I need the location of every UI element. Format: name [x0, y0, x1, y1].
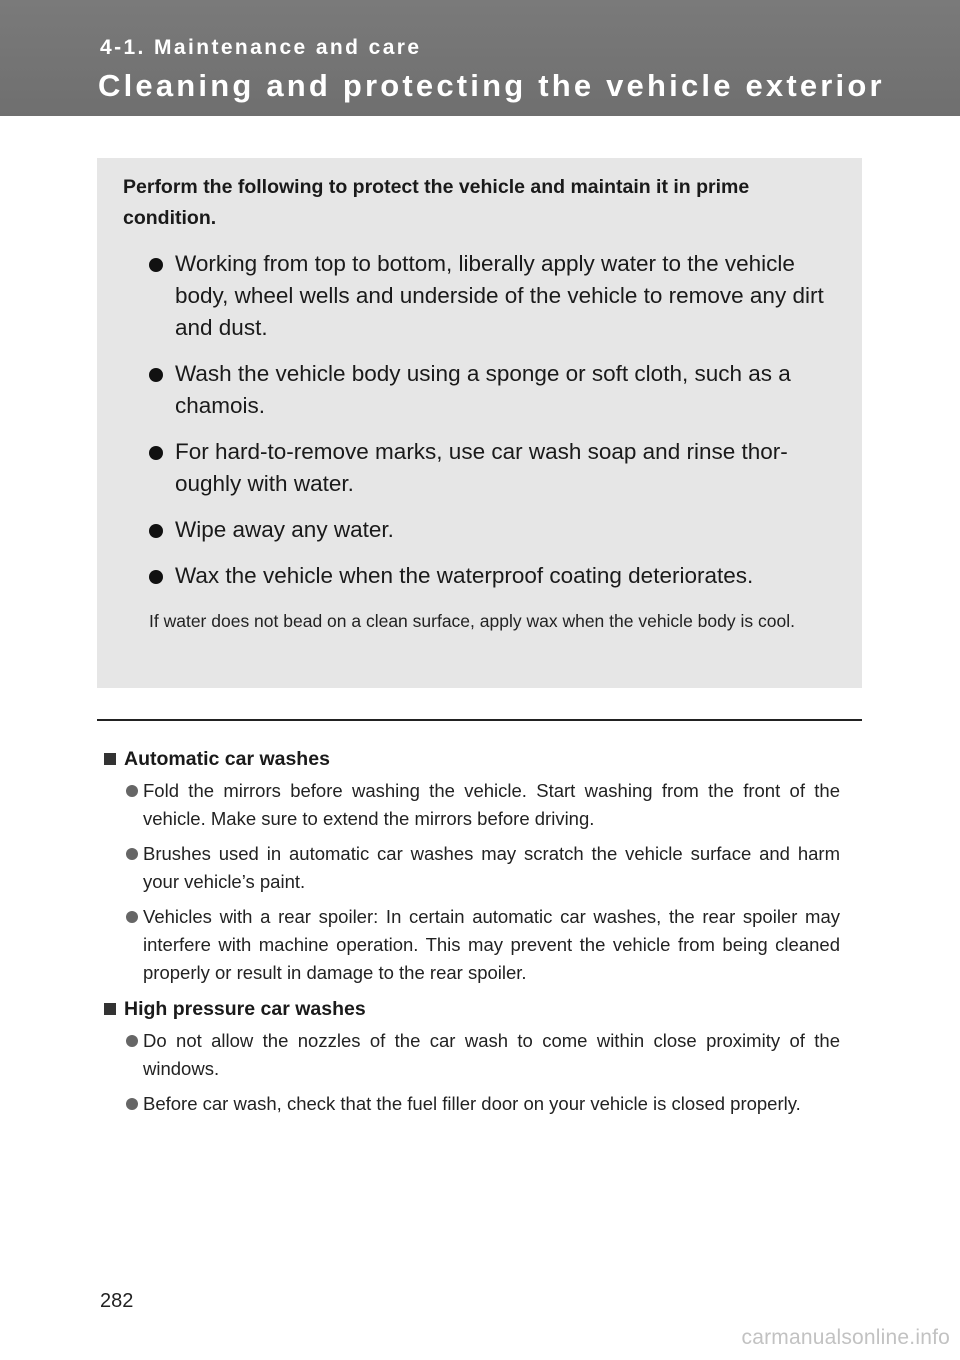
page-title: Cleaning and protecting the vehicle exterior [98, 68, 885, 103]
round-bullet-icon [126, 911, 138, 923]
list-item [126, 1027, 840, 1083]
section-heading-text: Automatic car washes [124, 748, 330, 770]
intro-bullet-text: Wipe away any water. [175, 517, 394, 542]
main-content [104, 745, 840, 1126]
bullet-dot-icon [149, 446, 163, 460]
section-label: 4-1. Maintenance and care [100, 36, 422, 59]
watermark: carmanualsonline.info [741, 1326, 950, 1349]
intro-bullet-item [149, 248, 832, 344]
bullet-dot-icon [149, 368, 163, 382]
square-bullet-icon [104, 1003, 116, 1015]
intro-bullet-item [149, 514, 832, 546]
round-bullet-icon [126, 1035, 138, 1047]
intro-bullet-text: Working from top to bottom, liberally apply water to the vehicle body, wheel wells and underside of the vehicle to remove any dirt and dust. [175, 251, 824, 340]
round-bullet-icon [126, 1098, 138, 1110]
list-item-text: Before car wash, check that the fuel filler door on your vehicle is closed properly. [143, 1093, 801, 1114]
intro-lead: Perform the following to protect the vehicle and maintain it in prime condition. [123, 176, 750, 229]
section-heading-automatic [104, 745, 840, 773]
page-header [0, 0, 960, 116]
section-list-high-pressure [104, 1027, 840, 1118]
intro-bullet-text: For hard-to-remove marks, use car wash soap and rinse thoroughly with water. [175, 439, 788, 496]
intro-box [97, 158, 862, 688]
list-item-text: Do not allow the nozzles of the car wash to come within close proximity of the windows. [143, 1030, 840, 1079]
list-item [126, 777, 840, 833]
section-heading-text: High pressure car washes [124, 998, 366, 1020]
round-bullet-icon [126, 785, 138, 797]
section-divider [97, 719, 862, 721]
section-heading-high-pressure [104, 995, 840, 1023]
section-list-automatic [104, 777, 840, 987]
list-item-text: Brushes used in automatic car washes may scratch the vehicle surface and harm your vehicle’s paint. [143, 843, 840, 892]
list-item-text: Fold the mirrors before washing the vehicle. Start washing from the front of the vehicle. Make sure to extend the mirrors before driving. [143, 780, 840, 829]
bullet-dot-icon [149, 524, 163, 538]
intro-note: If water does not bead on a clean surface, apply wax when the vehicle body is cool. [149, 611, 795, 631]
list-item-text: Vehicles with a rear spoiler: In certain automatic car washes, the rear spoiler may interfere with machine operation. This may prevent the vehicle from being cleaned properly or result in damage to the rear spoiler. [143, 906, 840, 983]
list-item [126, 903, 840, 987]
list-item [126, 1090, 840, 1118]
intro-bullet-text: Wax the vehicle when the waterproof coating deteriorates. [175, 563, 754, 588]
intro-bullet-item [149, 560, 832, 592]
intro-bullet-list [123, 248, 832, 592]
intro-bullet-item [149, 436, 832, 500]
bullet-dot-icon [149, 570, 163, 584]
page-number: 282 [100, 1290, 134, 1312]
list-item [126, 840, 840, 896]
intro-bullet-item [149, 358, 832, 422]
round-bullet-icon [126, 848, 138, 860]
intro-bullet-text: Wash the vehicle body using a sponge or soft cloth, such as a chamois. [175, 361, 791, 418]
bullet-dot-icon [149, 258, 163, 272]
square-bullet-icon [104, 753, 116, 765]
